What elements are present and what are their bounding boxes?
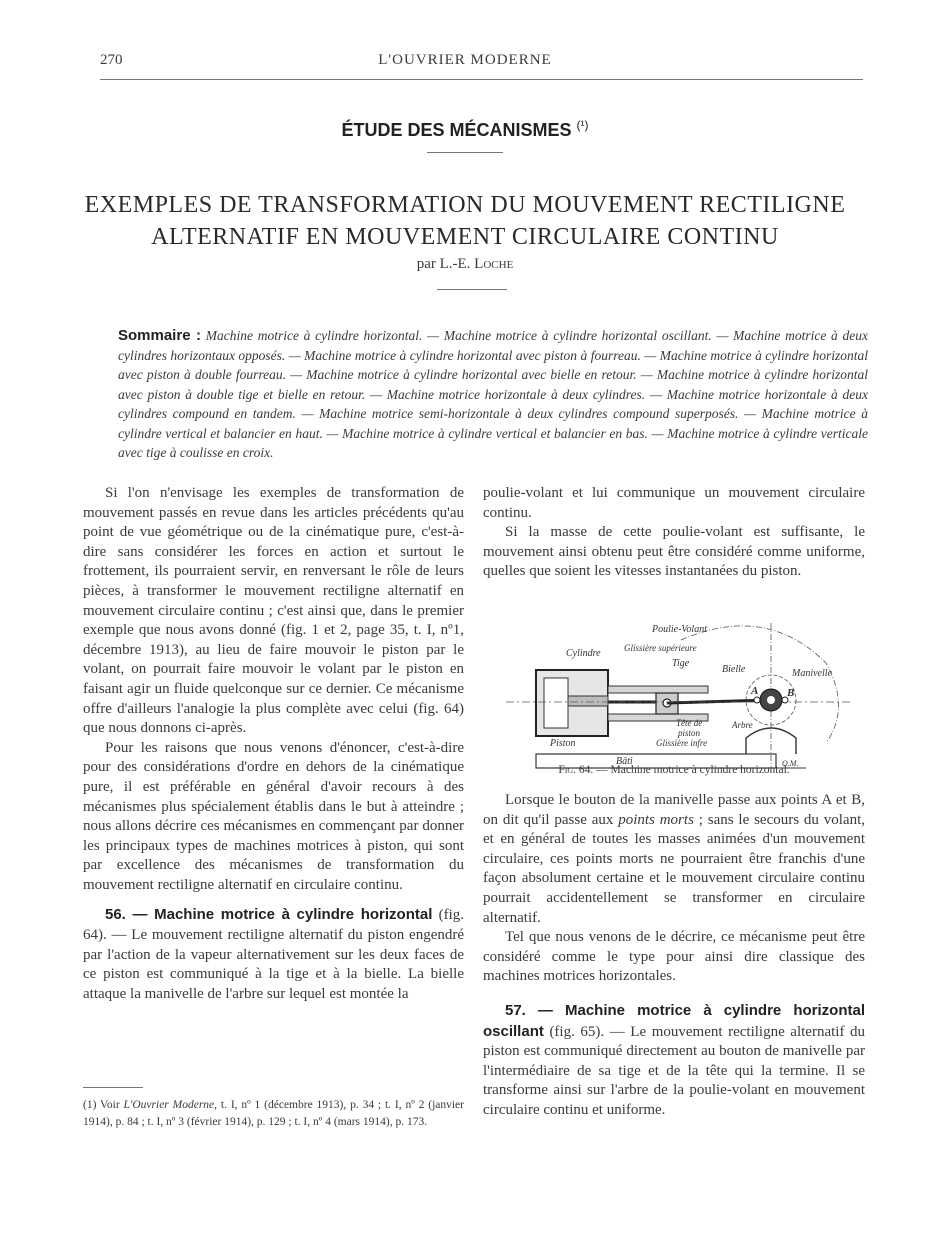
footnote-text: (1) Voir (83, 1099, 124, 1111)
label-bielle: Bielle (722, 664, 746, 675)
left-column (83, 484, 464, 1004)
piston (544, 678, 568, 728)
section-56-text: (fig. 64). — Le mouvement rectiligne alternatif du piston engendré par l'action de la vapeur alternativement sur les deux faces de ce piston est communiqué à la tige et à la bielle. La bielle attaque la manivelle de l'arbre sur lequel est montée la (83, 907, 464, 1002)
right-column-bottom (483, 791, 865, 1121)
point-a (754, 697, 760, 703)
summary-text: Machine motrice à cylindre horizontal. — Machine motrice à cylindre horizontal oscillant. — Machine motrice à deux cylindres horizontaux opposés. — Machine motrice à cylindre horizontal avec piston à fourreau. — Machine motrice à cylindre horizontal avec piston à double fourreau. — Machine motrice à cylindre horizontal avec bielle en retour. — Machine motrice à cylindre horizontal avec piston à double tige et bielle en retour. — Machine motrice horizontale à deux cylindres. — Machine motrice horizontale à deux cylindres compound en tandem. — Machine motrice semi-horizontale à deux cylindres compound superposés. — Machine motrice à cylindre vertical et balancier en haut. — Machine motrice à cylindre vertical et balancier en bas. — Machine motrice à cylindre verticale avec tige à coulisse en croix. (118, 328, 868, 460)
label-manivelle: Manivelle (792, 668, 832, 679)
label-cylindre: Cylindre (566, 648, 601, 659)
running-head: L'OUVRIER MODERNE (378, 52, 552, 68)
label-om: O.M. (782, 759, 799, 768)
footnote-rule (83, 1087, 143, 1088)
label-a: A (751, 685, 759, 697)
author-prefix: par (416, 256, 436, 272)
footnote-ref: (¹) (576, 118, 589, 132)
arbre-shaft (767, 696, 775, 704)
body-paragraph: Pour les raisons que nous venons d'énoncer, c'est-à-dire pour des considérations d'ordre en dehors de la cinématique pure, il est préférable en général d'avoir recours à des mécanismes plus spécialement établis dans le but à atteindre ; nous allons décrire ces mécanismes en commençant par donner les principaux types de machines motrices à piston, qui sont par excellence des mécanismes de transformation du mouvement rectiligne alternatif en circulaire continu. (83, 739, 464, 893)
footnote (83, 1097, 464, 1130)
figure-caption (483, 764, 865, 776)
label-glissiere-sup: Glissière supérieure (624, 643, 697, 653)
label-tete-1: Tête de (676, 718, 703, 728)
section-title-text: ÉTUDE DES MÉCANISMES (341, 120, 572, 140)
section-57 (483, 1001, 865, 1121)
upper-slide (608, 686, 708, 693)
points-morts-text-a: Lorsque le bouton de la manivelle passe aux points A et B, on dit qu'il passe aux (483, 792, 865, 828)
header-rule (100, 79, 863, 80)
title-rule (427, 152, 503, 153)
main-title-line-1: EXEMPLES DE TRANSFORMATION DU MOUVEMENT RECTILIGNE (84, 192, 846, 218)
figure-caption-label: Fig. 64. (558, 764, 594, 776)
footnote-journal: L'Ouvrier Moderne (123, 1099, 215, 1111)
label-tete-2: piston (678, 728, 701, 738)
body-paragraph: Si l'on n'envisage les exemples de transformation de mouvement passés en revue dans les articles précédents qu'au point de vue géométrique ou de la cinématique pure, c'est-à-dire sans considérer les forces en action et surtout le frottement, ils pourraient servir, en renversant le rôle de leurs pièces, à transformer le mouvement rectiligne alternatif en mouvement circulaire continu ; c'est ainsi que, dans le premier exemple que nous avons donné (fig. 1 et 2, page 35, t. I, nº1, décembre 1913), au lieu de faire mouvoir le piston par le volant, on pourrait faire mouvoir le volant par le piston en faisant agir un fluide quelconque sur ce dernier. Ce mécanisme offre d'ailleurs l'analogie la plus complète avec celui (fig. 64) que nous donnons ci-après. (83, 485, 464, 737)
summary-label: Sommaire : (118, 327, 202, 344)
right-column-top (483, 484, 865, 582)
author-line (0, 256, 930, 273)
label-arbre: Arbre (732, 720, 753, 730)
points-morts-text-b: ; sans le secours du volant, et en général de toutes les masses animées d'un mouvement circulaire, ces points morts ne pourraient être franchis d'une façon absolument certaine et le mouvement circulaire continu pourrait accidentellement se transformer en circulaire alternatif. (483, 811, 865, 926)
section-56 (83, 905, 464, 1004)
flywheel-outline (681, 626, 839, 743)
section-56-heading: 56. — Machine motrice à cylindre horizontal (105, 906, 433, 924)
body-paragraph: poulie-volant et lui communique un mouvement circulaire continu. (483, 485, 865, 521)
summary (118, 326, 868, 463)
author-rule (437, 289, 507, 290)
figure-64-engine-diagram (506, 618, 851, 770)
label-poulie: Poulie-Volant (652, 624, 707, 635)
label-glissiere-inf: Glissière infre (656, 738, 708, 748)
body-paragraph-points-morts (483, 791, 865, 928)
page-number: 270 (100, 52, 123, 68)
body-paragraph: Tel que nous venons de le décrire, ce mécanisme peut être considéré comme le type pour ainsi dire classique des machines motrices horizontales. (483, 929, 865, 985)
section-title (0, 118, 930, 141)
body-paragraph: Si la masse de cette poulie-volant est suffisante, le mouvement ainsi obtenu peut être considéré comme uniforme, quelles que soient les vitesses instantanées du piston. (483, 524, 865, 580)
author-name: L.-E. Loche (439, 256, 514, 272)
points-morts-emphasis: points morts (618, 811, 694, 828)
section-57-text: (fig. 65). — Le mouvement rectiligne alternatif du piston est communiqué directement au bouton de manivelle par l'intermédiaire de sa tige et de la tête qui la termine. Il se transforme ainsi sur l'arbre de la poulie-volant en mouvement circulaire continu et uniforme. (483, 1023, 866, 1118)
stuffing-box (568, 696, 608, 706)
figure-caption-text: — Machine motrice à cylindre horizontal. (596, 764, 790, 776)
label-b: B (787, 687, 795, 699)
label-tige: Tige (672, 658, 690, 669)
label-piston: Piston (550, 738, 576, 749)
main-title-line-2: ALTERNATIF EN MOUVEMENT CIRCULAIRE CONTINU (151, 224, 779, 250)
section-57-heading: 57. — Machine motrice à cylindre horizontal oscillant (483, 1001, 865, 1040)
footnote-text-2: , t. I, nº 1 (décembre 1913), p. 34 ; t. I, nº 2 (janvier 1914), p. 84 ; t. I, nº 3 (février 1914), p. 129 ; t. I, nº 4 (mars 1914), p. 173. (83, 1099, 464, 1128)
label-bati: Bâti (616, 756, 633, 767)
